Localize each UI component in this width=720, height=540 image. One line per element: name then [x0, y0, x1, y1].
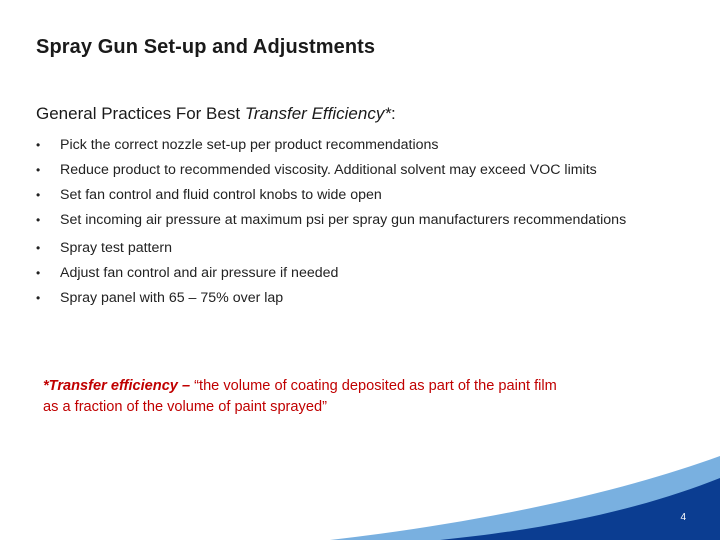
bullet-item — [36, 161, 706, 179]
definition-note — [43, 376, 563, 418]
bullet-text: Spray panel with 65 – 75% over lap — [60, 290, 284, 306]
bullet-glyph: • — [36, 163, 41, 177]
slide-title: Spray Gun Set-up and Adjustments — [36, 36, 376, 58]
bullet-item — [36, 211, 706, 229]
bullet-item — [36, 289, 706, 307]
bullet-glyph: • — [36, 213, 41, 227]
bullet-item — [36, 239, 706, 257]
bullet-list — [36, 136, 706, 314]
heading-suffix: : — [390, 104, 396, 123]
bullet-text: Set fan control and fluid control knobs to wide open — [60, 187, 382, 203]
page-number: 4 — [680, 512, 686, 523]
bullet-text: Reduce product to recommended viscosity. Additional solvent may exceed VOC limits — [60, 162, 597, 178]
bullet-text: Adjust fan control and air pressure if needed — [60, 265, 339, 281]
bullet-text: Spray test pattern — [60, 240, 172, 256]
bullet-item — [36, 186, 706, 204]
bullet-glyph: • — [36, 188, 41, 202]
bullet-glyph: • — [36, 266, 41, 280]
bullet-text: Set incoming air pressure at maximum psi per spray gun manufacturers recommendations — [60, 212, 627, 228]
bullet-text: Pick the correct nozzle set-up per product recommendations — [60, 137, 439, 153]
definition-text: “the volume of coating deposited as part of the paint film as a fraction of the volume of paint sprayed” — [43, 378, 557, 415]
heading-emphasis: Transfer Efficiency* — [244, 104, 391, 123]
bullet-item — [36, 136, 706, 154]
footer-swoosh-graphic — [0, 450, 720, 540]
bullet-item — [36, 264, 706, 282]
bullet-glyph: • — [36, 291, 41, 305]
bullet-glyph: • — [36, 138, 41, 152]
bullet-glyph: • — [36, 241, 41, 255]
section-heading — [36, 104, 396, 124]
definition-term: *Transfer efficiency – — [43, 378, 195, 394]
heading-prefix: General Practices For Best — [36, 104, 245, 123]
